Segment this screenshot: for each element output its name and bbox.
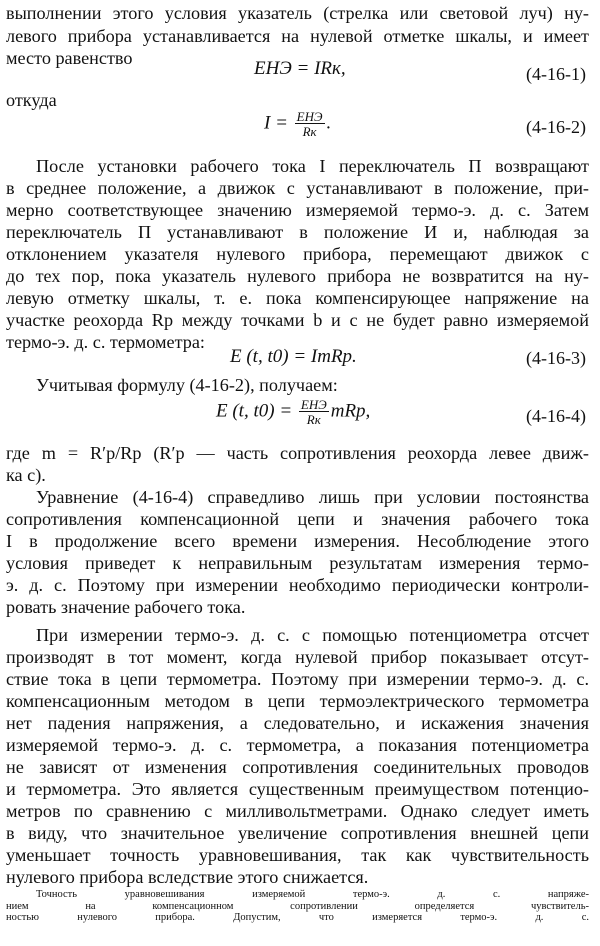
text-line: выполнении этого условия указатель (стрелка или световой луч) ну- (6, 3, 589, 23)
equation-4-16-1: EНЭ = IRк, (254, 58, 346, 79)
text-line: отклонением указателя нулевого прибора, перемещают движок c (6, 244, 589, 264)
text-line: производят в тот момент, когда нулевой прибор показывает отсут- (6, 647, 589, 667)
equation-lhs: E (t, t0) = (216, 400, 293, 422)
equation-number: (4-16-4) (526, 406, 586, 426)
text-line: в виду, что значительное увеличение сопротивления внешней цепи (6, 823, 589, 843)
text-line: термо-э. д. с. термометра: (6, 332, 205, 352)
text-line: ка c). (6, 465, 46, 485)
fraction-denominator: Rк (295, 123, 325, 138)
fraction-numerator: EНЭ (296, 109, 323, 124)
equation-rest: mRр, (330, 400, 371, 422)
text-line: компенсационным методом в цепи термоэлектрического термометра (6, 691, 589, 711)
fraction-denominator: Rк (299, 411, 329, 426)
text-line: Учитывая формулу (4-16-2), получаем: (36, 375, 338, 395)
text-line: где m = R′р/Rр (R′р — часть сопротивления реохорда левее движ- (6, 443, 589, 463)
equation-lhs: I = (264, 112, 288, 134)
equation-number: (4-16-2) (526, 117, 586, 137)
text-line: I в продолжение всего времени измерения. Несоблюдение этого (6, 531, 589, 551)
text-line: нулевого прибора вследствие этого снижается. (6, 867, 369, 887)
text-line: После установки рабочего тока I переключатель П возвращают (36, 156, 589, 176)
text-line: Уравнение (4-16-4) справедливо лишь при условии постоянства (36, 487, 589, 507)
text-line: ствие тока в цепи термометра. Поэтому при измерении термо-э. д. с. (6, 669, 589, 689)
text-line: Точность уравновешивания измеряемой термо-э. д. с. напряже- (36, 889, 589, 900)
fraction (299, 398, 329, 426)
text-line: уменьшает точность уравновешивания, так как чувствительность (6, 845, 589, 865)
text-line: измеряемой термо-э. д. с. термометра, а показания потенциометра (6, 735, 589, 755)
text-line: участке реохорда Rр между точками b и c не будет равно измеряемой (6, 310, 589, 330)
text-line: мерно соответствующее значению измеряемой термо-э. д. с. Затем (6, 200, 589, 220)
text-line: ровать значение рабочего тока. (6, 597, 246, 617)
equation-number: (4-16-1) (526, 64, 586, 84)
text-line: переключатель П устанавливают в положение И и, наблюдая за (6, 222, 589, 242)
text-line: э. д. с. Поэтому при измерении необходимо периодически контроли- (6, 575, 589, 595)
text-line: не зависят от изменения сопротивления соединительных проводов (6, 757, 589, 777)
text-line: сопротивления компенсационной цепи и значения рабочего тока (6, 509, 589, 529)
fraction (295, 110, 325, 138)
text-line: в среднее положение, а движок c устанавливают в положение, при- (6, 178, 589, 198)
equation-rest: . (326, 112, 332, 134)
fraction-numerator: EНЭ (300, 397, 327, 412)
text-line: место равенство (6, 48, 133, 68)
text-line: При измерении термо-э. д. с. с помощью потенциометра отсчет (36, 625, 589, 645)
text-line: левую отметку шкалы, т. е. пока компенсирующее напряжение на (6, 288, 589, 308)
text-line: до тех пор, пока указатель нулевого прибора не возвратится на ну- (6, 266, 589, 286)
equation-4-16-2 (264, 110, 331, 138)
text-line: откуда (6, 90, 57, 110)
equation-4-16-4 (216, 398, 370, 426)
text-line: нет падения напряжения, а следовательно, и искажения значения (6, 713, 589, 733)
text-line: и термометра. Это является существенным преимуществом потенцио- (6, 779, 589, 799)
text-line: условия приведет к неправильным результатам измерения термо- (6, 553, 589, 573)
equation-4-16-3: E (t, t0) = ImRр. (230, 346, 357, 367)
equation-number: (4-16-3) (526, 348, 586, 368)
text-line: метров по сравнению с милливольтметрами. Однако следует иметь (6, 801, 589, 821)
text-line: нием на компенсационном сопротивлении определяется чувствитель- (6, 900, 589, 912)
text-line: левого прибора устанавливается на нулевой отметке шкалы, и имеет (6, 26, 589, 46)
text-line: ностью нулевого прибора. Допустим, что измеряется термо-э. д. с. (6, 912, 589, 923)
